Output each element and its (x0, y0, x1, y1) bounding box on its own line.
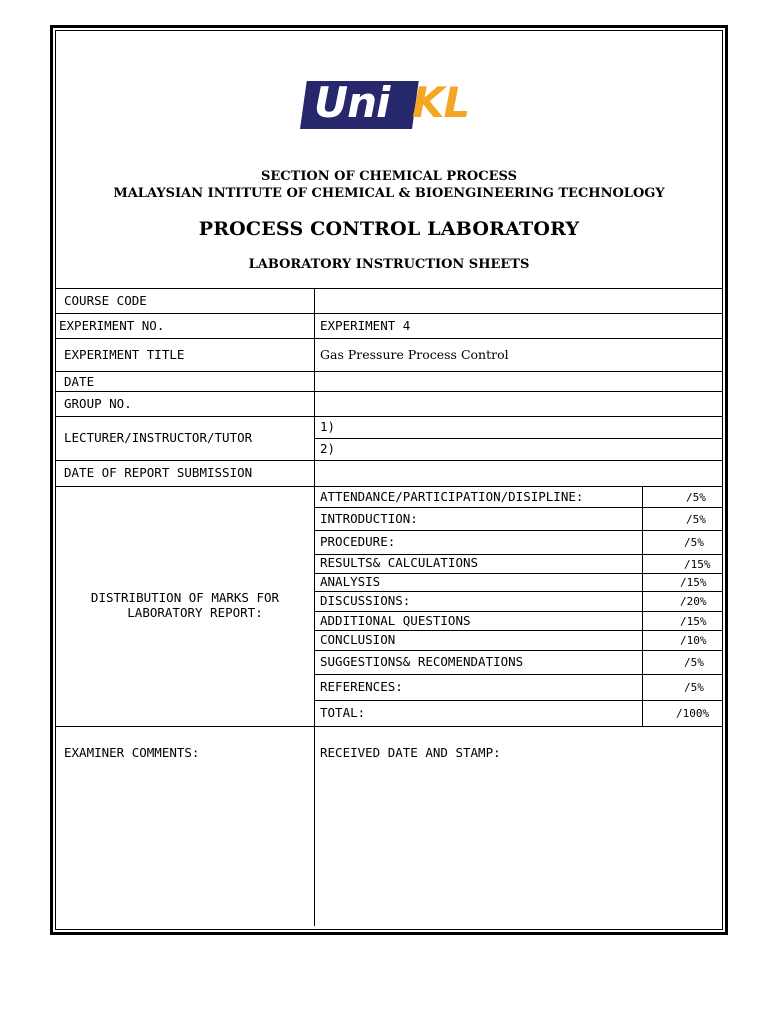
mark-score: /5% (686, 513, 706, 526)
rule (314, 700, 722, 701)
mark-score: /5% (686, 491, 706, 504)
mark-item: SUGGESTIONS& RECOMENDATIONS (320, 654, 524, 669)
mark-score: /5% (684, 681, 704, 694)
mark-item: ATTENDANCE/PARTICIPATION/DISIPLINE: (320, 489, 584, 504)
lecturer-2: 2) (320, 441, 336, 456)
rule (56, 338, 722, 339)
mark-item: DISCUSSIONS: (320, 593, 411, 608)
mark-score: /15% (684, 558, 711, 571)
mark-item: REFERENCES: (320, 679, 403, 694)
distribution-label-line2: LABORATORY REPORT: (127, 605, 263, 620)
examiner-comments-label: EXAMINER COMMENTS: (64, 745, 200, 760)
rule (314, 674, 722, 675)
section-title: SECTION OF CHEMICAL PROCESS (261, 169, 517, 184)
rule (314, 611, 722, 612)
mark-score: /15% (680, 615, 707, 628)
received-date-stamp-label: RECEIVED DATE AND STAMP: (320, 745, 501, 760)
mark-score: /10% (680, 634, 707, 647)
logo-uni-text: Uni (314, 78, 390, 127)
rule (56, 726, 722, 727)
mark-score: /5% (684, 536, 704, 549)
mark-score: /5% (684, 656, 704, 669)
column-divider (314, 288, 315, 926)
experiment-no-value: EXPERIMENT 4 (320, 318, 411, 333)
mark-item: ADDITIONAL QUESTIONS (320, 613, 471, 628)
mark-score-total: /100% (676, 707, 710, 720)
experiment-title-value: Gas Pressure Process Control (320, 347, 509, 362)
group-no-label: GROUP NO. (64, 396, 132, 411)
rule (314, 650, 722, 651)
rule (314, 591, 722, 592)
rule (314, 438, 722, 439)
rule (56, 371, 722, 372)
page-title: PROCESS CONTROL LABORATORY (198, 218, 580, 240)
rule (314, 630, 722, 631)
rule-top (56, 288, 722, 289)
rule (56, 460, 722, 461)
date-label: DATE (64, 374, 95, 389)
rule (56, 416, 722, 417)
distribution-label-line1: DISTRIBUTION OF MARKS FOR (90, 590, 280, 605)
mark-score: /15% (680, 576, 707, 589)
score-divider (642, 486, 643, 726)
inner-border (55, 30, 723, 930)
lecturer-label: LECTURER/INSTRUCTOR/TUTOR (64, 430, 253, 445)
submission-label: DATE OF REPORT SUBMISSION (64, 465, 253, 480)
mark-item: PROCEDURE: (320, 534, 396, 549)
rule (56, 313, 722, 314)
rule (314, 507, 722, 508)
mark-item: CONCLUSION (320, 632, 396, 647)
rule (314, 530, 722, 531)
rule (56, 486, 722, 487)
mark-item: INTRODUCTION: (320, 511, 418, 526)
mark-item-total: TOTAL: (320, 705, 366, 720)
institute-title: MALAYSIAN INTITUTE OF CHEMICAL & BIOENGINEERING TECHNOLOGY (113, 186, 665, 201)
page-subtitle: LABORATORY INSTRUCTION SHEETS (248, 257, 530, 272)
lecturer-1: 1) (320, 419, 336, 434)
logo-kl-text: KL (412, 78, 470, 127)
distribution-label (60, 590, 310, 620)
experiment-no-label: EXPERIMENT NO. (59, 318, 165, 333)
course-code-label: COURSE CODE (64, 293, 147, 308)
mark-item: RESULTS& CALCULATIONS (320, 555, 479, 570)
experiment-title-label: EXPERIMENT TITLE (64, 347, 185, 362)
rule (56, 391, 722, 392)
unikl-logo (300, 78, 480, 129)
mark-item: ANALYSIS (320, 574, 381, 589)
mark-score: /20% (680, 595, 707, 608)
